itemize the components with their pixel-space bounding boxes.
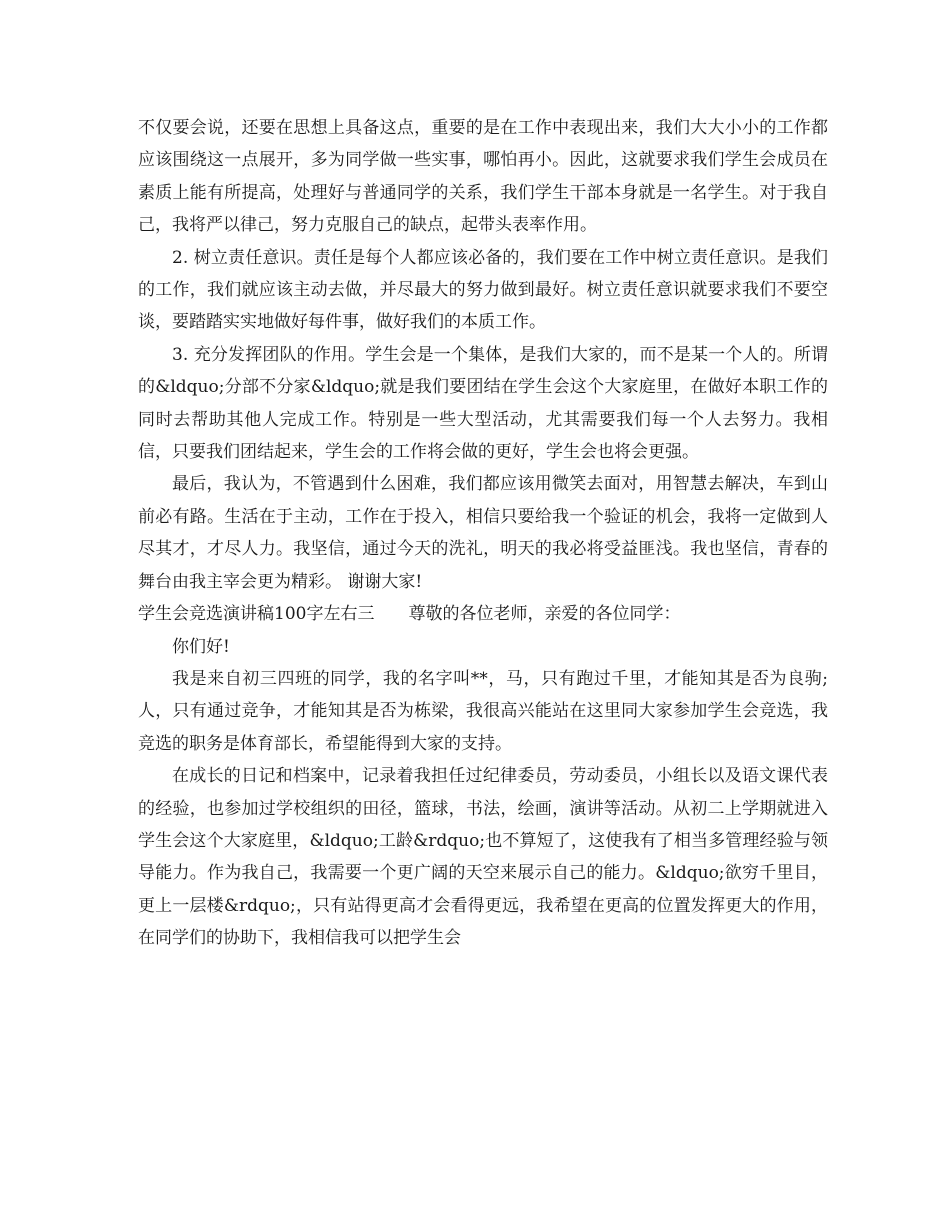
paragraph-responsibility: 2. 树立责任意识。责任是每个人都应该必备的，我们要在工作中树立责任意识。是我们的工作，我们就应该主动去做，并尽最大的努力做到最好。树立责任意识就要求我们不要空谈，要踏踏实实地做好每件事，做好我们的本质工作。 — [138, 247, 828, 333]
section-heading-line — [138, 598, 828, 630]
section-title: 学生会竞选演讲稿100字左右三 — [138, 604, 375, 625]
paragraph-experience: 在成长的日记和档案中，记录着我担任过纪律委员，劳动委员，小组长以及语文课代表的经验，也参加过学校组织的田径，篮球，书法，绘画，演讲等活动。从初二上学期就进入学生会这个大家庭里，&ldquo;工龄&rdquo;也不算短了，这使我有了相当多管理经验与领导能力。作为我自己，我需要一个更广阔的天空来展示自己的能力。&ldquo;欲穷千里目，更上一层楼&rdquo;，只有站得更高才会看得更远，我希望在更高的位置发挥更大的作用，在同学们的协助下，我相信我可以把学生会 — [138, 766, 828, 949]
document-body — [138, 112, 828, 955]
greeting: 你们好! — [172, 636, 230, 657]
paragraph-teamwork: 3. 充分发挥团队的作用。学生会是一个集体，是我们大家的，而不是某一个人的。所谓的&ldquo;分部不分家&ldquo;就是我们要团结在学生会这个大家庭里，在做好本职工作的同时去帮助其他人完成工作。特别是一些大型活动，尤其需要我们每一个人去努力。我相信，只要我们团结起来，学生会的工作将会做的更好，学生会也将会更强。 — [138, 344, 828, 463]
paragraph-introduction: 我是来自初三四班的同学，我的名字叫**，马，只有跑过千里，才能知其是否为良驹;人，只有通过竞争，才能知其是否为栋梁，我很高兴能站在这里同大家参加学生会竞选，我竞选的职务是体育部长，希望能得到大家的支持。 — [138, 668, 828, 754]
paragraph-conclusion: 最后，我认为，不管遇到什么困难，我们都应该用微笑去面对，用智慧去解决，车到山前必有路。生活在于主动，工作在于投入，相信只要给我一个验证的机会，我将一定做到人尽其才，才尽人力。我坚信，通过今天的洗礼，明天的我必将受益匪浅。我也坚信，青春的舞台由我主宰会更为精彩。 谢谢大家! — [138, 474, 828, 592]
salutation: 尊敬的各位老师，亲爱的各位同学： — [408, 604, 681, 625]
paragraph-continuation: 不仅要会说，还要在思想上具备这点，重要的是在工作中表现出来，我们大大小小的工作都应该围绕这一点展开，多为同学做一些实事，哪怕再小。因此，这就要求我们学生会成员在素质上能有所提高，处理好与普通同学的关系，我们学生干部本身就是一名学生。对于我自己，我将严以律己，努力克服自己的缺点，起带头表率作用。 — [138, 118, 828, 236]
